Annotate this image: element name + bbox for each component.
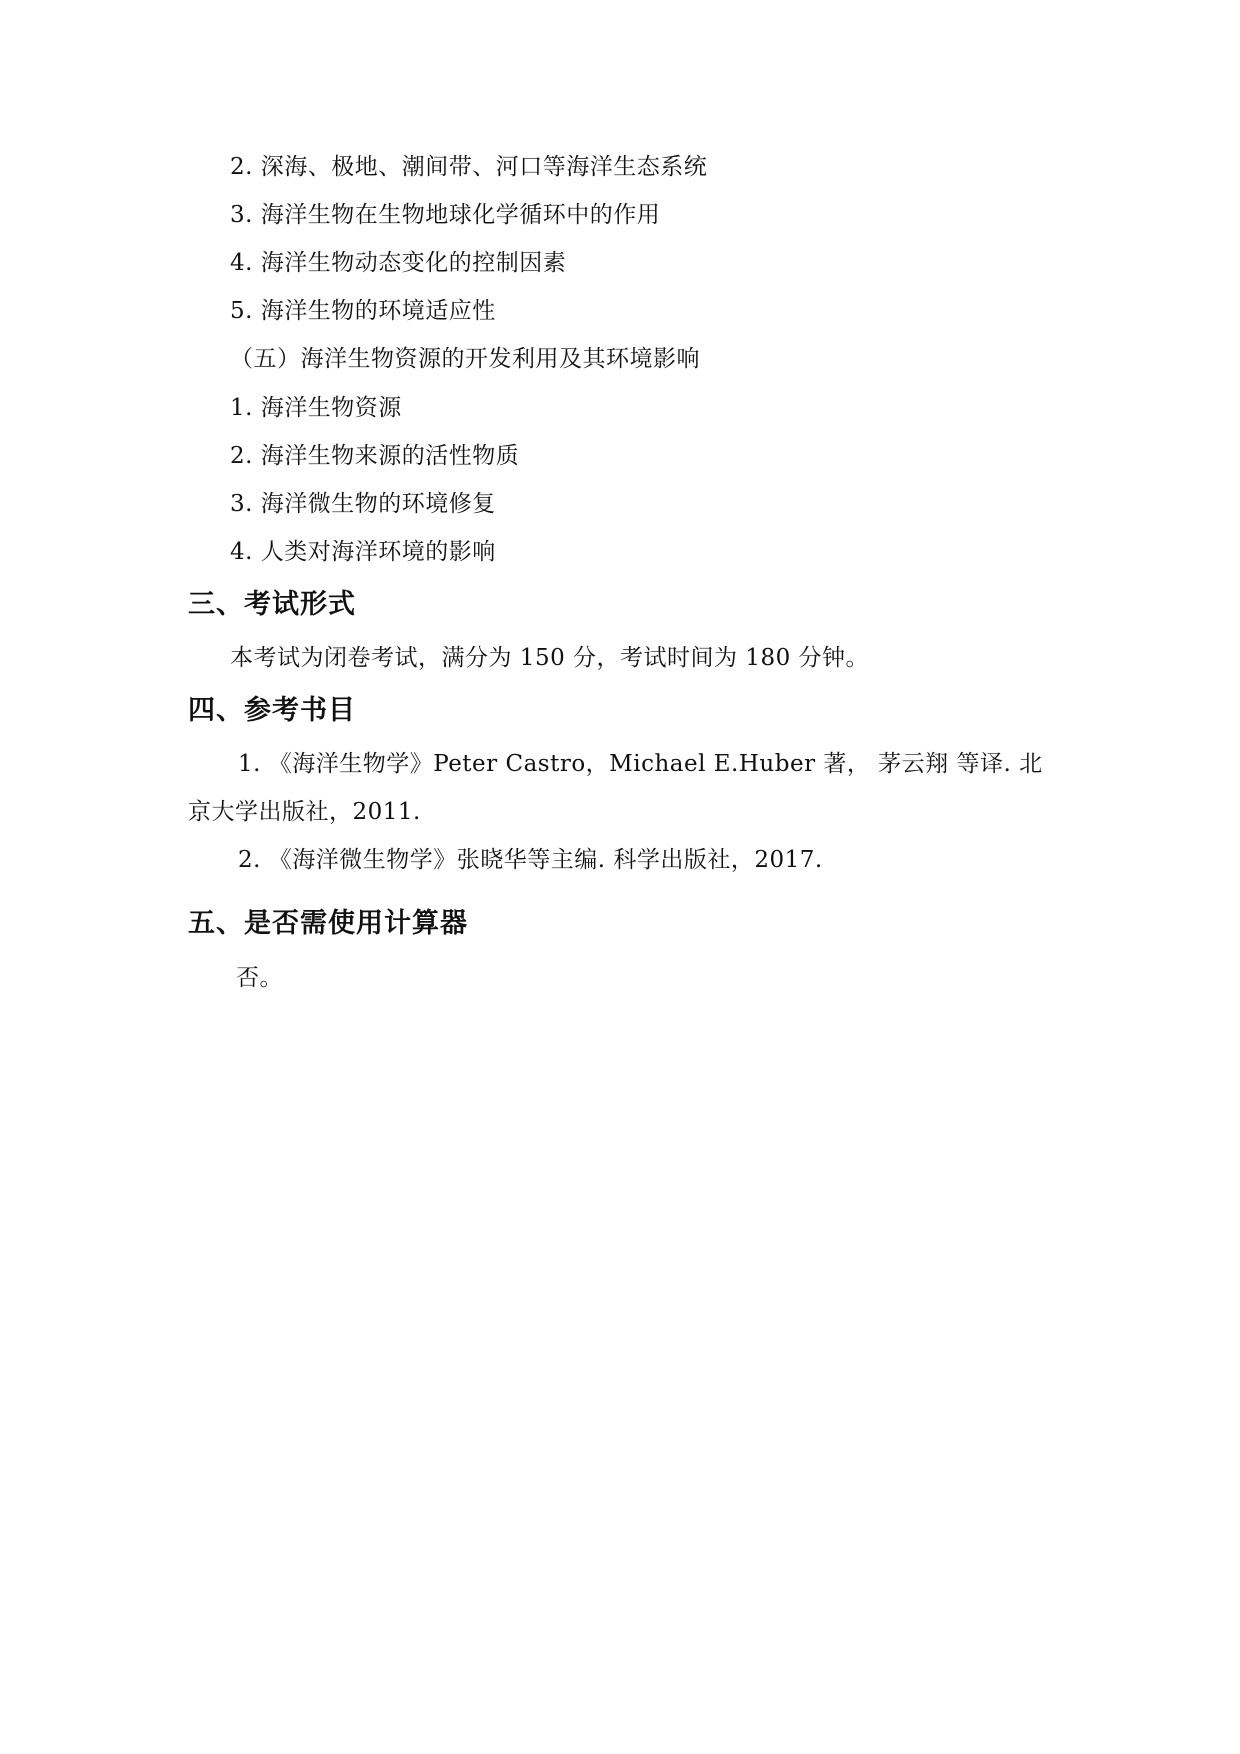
calculator-answer: 否。 xyxy=(236,965,283,991)
list-item: 4. 海洋生物动态变化的控制因素 xyxy=(230,250,567,276)
list-item: 5. 海洋生物的环境适应性 xyxy=(230,298,496,324)
reference-1-line-2: 京大学出版社，2011. xyxy=(188,799,421,825)
list-item: 2. 深海、极地、潮间带、河口等海洋生态系统 xyxy=(230,154,708,180)
reference-2: 2. 《海洋微生物学》张晓华等主编. 科学出版社，2017. xyxy=(238,847,823,873)
list-item: 4. 人类对海洋环境的影响 xyxy=(230,539,496,565)
exam-format-text: 本考试为闭卷考试，满分为 150 分，考试时间为 180 分钟。 xyxy=(230,645,870,671)
section-heading-calculator: 五、是否需使用计算器 xyxy=(188,908,468,939)
list-item: 2. 海洋生物来源的活性物质 xyxy=(230,443,520,469)
subsection-title: （五）海洋生物资源的开发利用及其环境影响 xyxy=(230,346,700,372)
section-heading-references: 四、参考书目 xyxy=(188,695,356,726)
list-item: 1. 海洋生物资源 xyxy=(230,395,402,421)
list-item: 3. 海洋生物在生物地球化学循环中的作用 xyxy=(230,202,661,228)
reference-1-line-1: 1. 《海洋生物学》Peter Castro，Michael E.Huber 著， 茅云翔 等译. 北 xyxy=(238,751,1043,777)
section-heading-exam-format: 三、考试形式 xyxy=(188,589,356,620)
list-item: 3. 海洋微生物的环境修复 xyxy=(230,491,496,517)
